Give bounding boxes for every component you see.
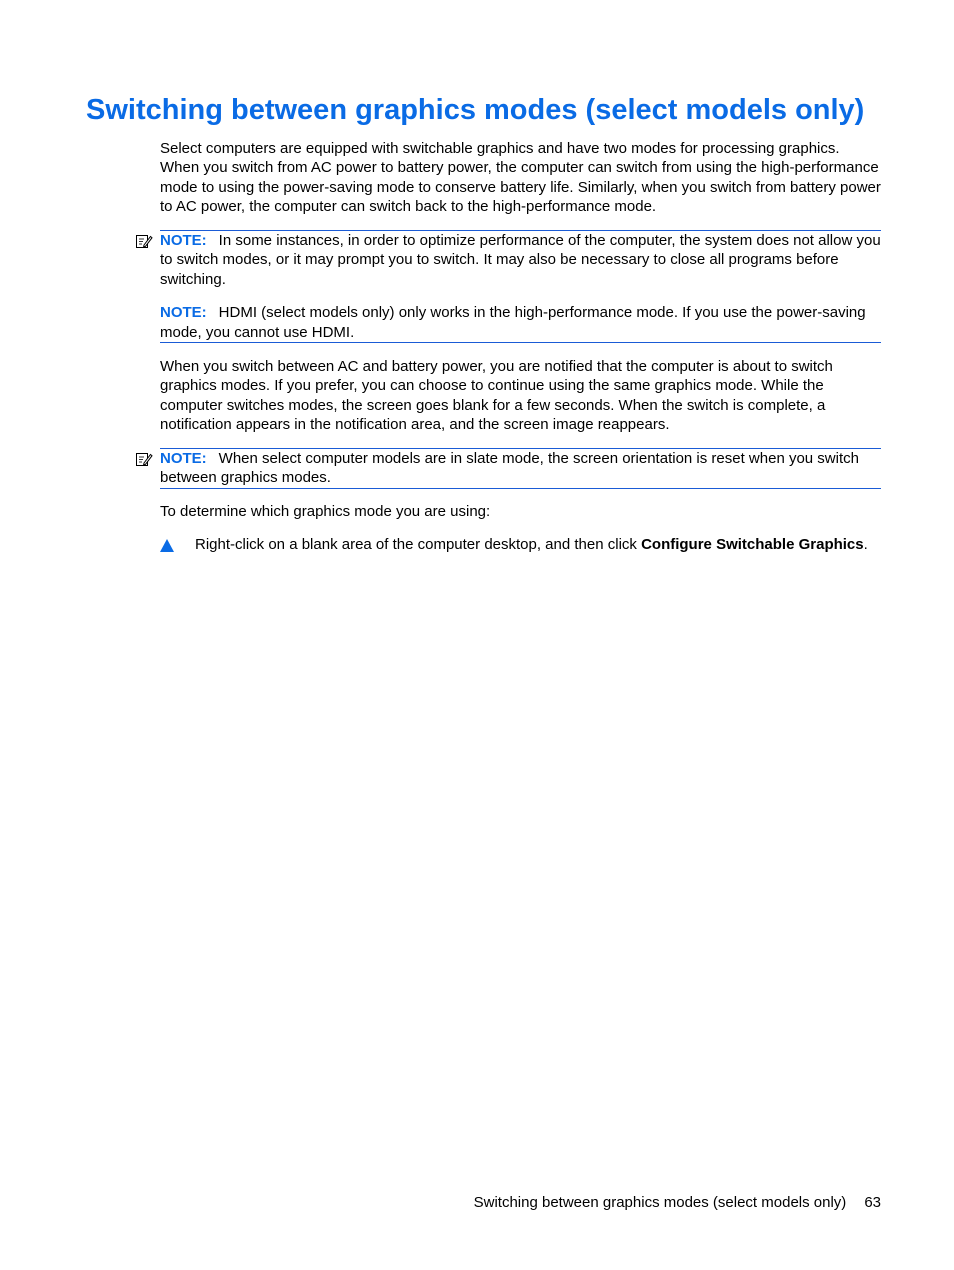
note-pencil-icon — [135, 451, 153, 467]
paragraph-3-text: To determine which graphics mode you are using: — [160, 503, 491, 520]
paragraph-2-text: When you switch between AC and battery power, you are notified that the computer is about to switch graphics modes. If you prefer, you can choose to continue using the same graphics mode. While the computer switches modes, the screen goes blank for a few seconds. When the switch is complete, a notification appears in the notification area, and the screen image reappears. — [160, 358, 833, 433]
step-text — [195, 535, 882, 554]
footer-page-number: 63 — [864, 1194, 881, 1211]
note-1-text: In some instances, in order to optimize performance of the computer, the system does not allow you to switch modes, or it may prompt you to switch. It may also be necessary to close all programs before switching. — [160, 232, 881, 288]
note-3-text: When select computer models are in slate mode, the screen orientation is reset when you switch between graphics modes. — [160, 450, 859, 487]
step-text-after: . — [863, 536, 868, 553]
note-group-2 — [160, 448, 881, 489]
paragraph-2 — [160, 357, 882, 434]
intro-paragraph — [160, 139, 882, 216]
step-bold-command: Configure Switchable Graphics — [641, 536, 864, 553]
footer-section-title: Switching between graphics modes (select models only) — [473, 1194, 847, 1211]
paragraph-3 — [160, 502, 882, 521]
note-2 — [160, 303, 881, 342]
note-3-label: NOTE: — [160, 450, 207, 467]
note-2-text: HDMI (select models only) only works in the high-performance mode. If you use the power-saving mode, you cannot use HDMI. — [160, 304, 866, 341]
note-3 — [160, 449, 881, 488]
intro-text: Select computers are equipped with switchable graphics and have two modes for processing graphics. When you switch from AC power to battery power, the computer can switch from using the high-performance mode to using the power-saving mode to conserve battery life. Similarly, when you switch from battery power to AC power, the computer can switch back to the high-performance mode. — [160, 140, 881, 215]
page-footer — [474, 1193, 881, 1212]
note-1 — [160, 231, 881, 289]
step-item — [160, 535, 882, 554]
step-text-before: Right-click on a blank area of the computer desktop, and then click — [195, 536, 642, 553]
note-group-1 — [160, 230, 881, 343]
note-1-label: NOTE: — [160, 232, 207, 249]
triangle-bullet-icon — [160, 539, 174, 552]
note-2-label: NOTE: — [160, 304, 207, 322]
note-pencil-icon — [135, 233, 153, 249]
page-title: Switching between graphics modes (select models only) — [86, 94, 865, 126]
